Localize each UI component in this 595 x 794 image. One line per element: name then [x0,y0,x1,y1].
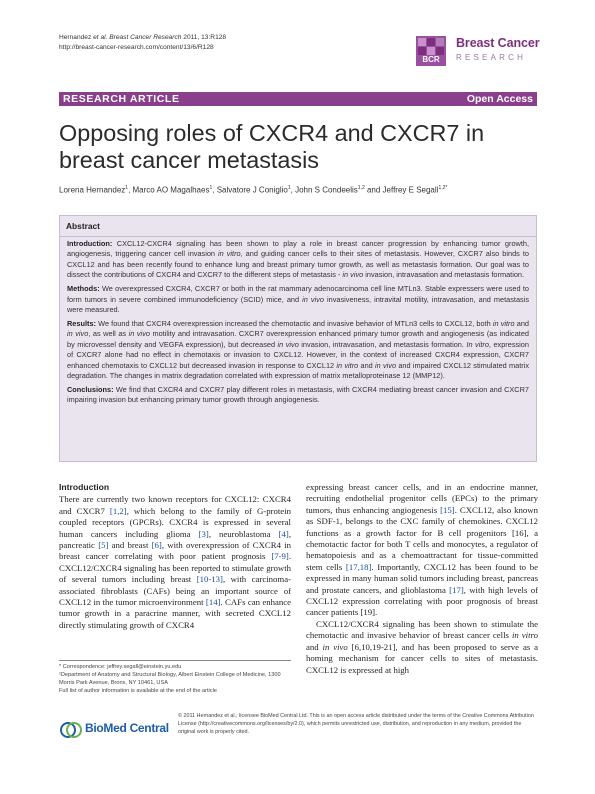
citation-link[interactable]: [7-9] [271,551,289,562]
citation-link[interactable]: [1,2] [109,505,127,516]
section-heading-introduction: Introduction [59,482,110,492]
citation-link[interactable]: [15] [440,504,455,515]
citation-link[interactable]: [4] [278,528,289,539]
author-list: Lorena Hernandez$^1$, Marco AO Magalhaes$^1$, Salvatore J Coniglio$^1$, John S Condeelis$^{1,2}$ and Jeffrey E Segall$^{1,2*}$ [59,185,448,195]
author-name[interactable]: Marco AO Magalhaes [132,185,210,195]
abstract-box [59,215,537,462]
abstract-header [60,216,536,237]
author-name[interactable]: Jeffrey E Segall [382,185,439,195]
author-name[interactable]: John S Condeelis [295,185,358,195]
affiliation-note: ¹Department of Anatomy and Structural Biology, Albert Einstein College of Medicine, 1300 Morris Park Avenue, Bronx, NY 10461, USA [59,672,281,686]
body-column-right [306,482,538,676]
abstract-results: Results: We found that CXCR4 overexpression increased the chemotactic and invasive behavior of MTLn3 cells to CXCL12, both in vitro and in vivo, as well as in vivo motility and intravasation. CXCR7 overexpression enhanced primary tumor growth and angiogenesis (as indicated by microvessel density and VEGFA expression), but decreased in vivo invasion, intravasation, and metastasis formation. In vitro, expression of CXCR7 alone had no effect in chemotaxis or invasion to CXCL12. However, in the context of increased CXCR4 expression, CXCR7 enhanced chemotaxis to CXCL12 but decreased invasion in response to CXCL12 in vitro and in vivo and impaired CXCL12 stimulated matrix degradation. The changes in matrix degradation correlated with expression of matrix metalloproteinase 12 (MMP12). [67,319,529,381]
citation-link[interactable]: [10-13] [196,574,223,585]
footnotes [59,663,291,695]
abstract-introduction: Introduction: CXCL12-CXCR4 signaling has been shown to play a role in breast cancer progression by enhancing tumor growth, angiogenesis, triggering cancer cell invasion in vitro, and guiding cancer cells to their sites of metastasis. However, CXCR7 also binds to CXCL12 and has been recently found to enhance lung and breast primary tumor growth, as well as metastasis formation. Our goal was to dissect the contributions of CXCR4 and CXCR7 to the different steps of metastasis - in vivo invasion, intravasation and metastasis formation. [67,239,530,280]
biomed-central-logo [59,716,171,744]
logo-initials: BCR [422,55,440,64]
header-url[interactable]: http://breast-cancer-research.com/content/13/6/R128 [59,44,214,51]
bcr-logo-icon [416,36,446,66]
article-type-band [59,92,537,106]
running-header [59,33,226,53]
citation-link[interactable]: [17] [449,584,464,595]
citation-link[interactable]: [3] [198,528,209,539]
citation-link[interactable]: [17,18] [345,561,372,572]
article-title: Opposing roles of CXCR4 and CXCR7 in breast cancer metastasis [59,120,485,173]
article-type-label: RESEARCH ARTICLE [63,93,180,105]
journal-logo [416,32,538,72]
intro-paragraph-1-cont: expressing breast cancer cells, and in an endocrine manner, recruiting endothelial progenitor cells (EPCs) to the primary tumors, thus enhancing angiogenesis [15]. CXCL12, also known as SDF-1, belongs to the CXC family of chemokines. CXCL12 functions as a growth factor for B cell progenitors [16], a chemotactic factor for both T cells and monocytes, a regulator of hematopoiesis and as a chemoattractant for tissue-committed stem cells [17,18]. Importantly, CXCL12 has been found to be expressed in many human solid tumors including breast, pancreas and prostate cancers, and glioblastoma [17], with high levels of CXCL12 expression correlating with poor prognosis of breast cancer patients [19]. [306,482,538,618]
abstract-heading: Abstract [66,221,100,231]
citation-link[interactable]: [6] [151,540,162,551]
abstract-body [67,239,529,409]
logo-line1: Breast Cancer [456,36,540,50]
biomed-central-text: BioMed Central [85,721,169,735]
intro-paragraph-1: There are currently two known receptors for CXCL12: CXCR4 and CXCR7 [1,2], which belong to the family of G-protein coupled receptors (GPCRs). CXCR4 is expressed in several human cancers including glioma [3], neuroblastoma [4], pancreatic [5] and breast [6], with overexpression of CXCR4 in breast cancer correlating with poor patient prognosis [7-9]. CXCL12/CXCR4 signaling has been reported to stimulate growth of several tumors including breast [10-13], with carcinoma-associated fibroblasts (CAFs) being an important source of CXCL12 in the tumor microenvironment [14]. CAFs can enhance tumor growth in a paracrine manner, with secreted CXCL12 directly stimulating growth of CXCR4 [59,494,292,630]
open-access-label: Open Access [466,93,533,105]
footnote-rule [59,660,291,661]
correspondence-note: * Correspondence: jeffrey.segall@einstein.yu.edu [59,664,182,670]
abstract-conclusions: Conclusions: We find that CXCR4 and CXCR7 play different roles in metastasis, with CXCR4 mediating breast cancer invasion and CXCR7 impairing invasion but enhancing primary tumor growth through angiogenesis. [67,385,530,405]
body-column-left [59,482,291,631]
intro-paragraph-2: CXCL12/CXCR4 signaling has been shown to stimulate the chemotactic and invasive behavior of breast cancer cells in vitro and in vivo [6,10,19-21], and has been proposed to serve as a homing mechanism for cancer cells to sites of metastasis. CXCL12 is expressed at high [306,618,538,675]
license-statement: © 2011 Hernandez et al.; licensee BioMed Central Ltd. This is an open access article distributed under the terms of the Creative Commons Attribution License (http://creativecommons.org/licenses/by/2.0), which permits unrestricted use, distribution, and reproduction in any medium, provided the original work is properly cited. [178,713,534,735]
author-name[interactable]: Salvatore J Coniglio [216,185,288,195]
author-name[interactable]: Lorena Hernandez [59,185,126,195]
citation-link[interactable]: [14] [205,597,221,608]
author-info-note: Full list of author information is available at the end of the article [59,688,217,694]
header-citation: Hernandez et al. Breast Cancer Research 2011, 13:R128 [59,34,227,41]
citation-link[interactable]: [5] [98,540,109,551]
abstract-methods: Methods: We overexpressed CXCR4, CXCR7 or both in the rat mammary adenocarcinoma cell line MTLn3. Stable expressers were used to form tumors in severe combined immunodeficiency (SCID) mice, and in vivo invasiveness, intravital motility, intravasation, and metastasis were measured. [67,284,530,315]
biomed-central-icon [59,718,83,742]
logo-line2: RESEARCH [456,53,527,62]
